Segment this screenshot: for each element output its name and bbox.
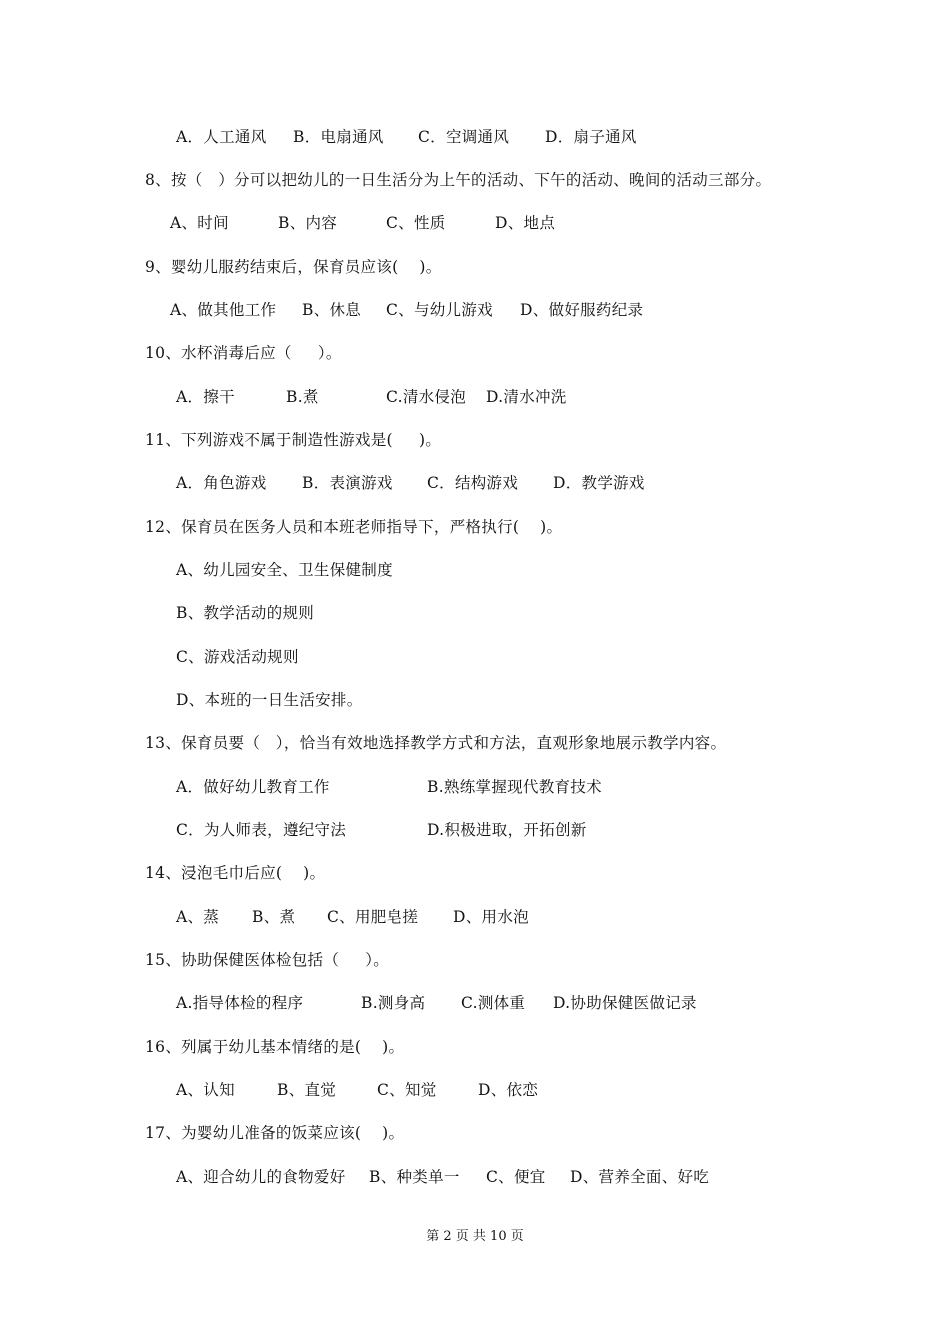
- q13-option-c: C．为人师表，遵纪守法: [176, 821, 347, 839]
- q17-option-c: C、便宜: [486, 1168, 546, 1186]
- q12-option-c: C、游戏活动规则: [176, 648, 299, 666]
- q12-option-a: A、幼儿园安全、卫生保健制度: [176, 561, 393, 579]
- question-9: 9、婴幼儿服药结束后，保育员应该( )。: [145, 258, 442, 276]
- q16-option-b: B、直觉: [277, 1081, 337, 1099]
- page-number-footer: 第 2 页 共 10 页: [426, 1229, 524, 1244]
- q8-option-c: C、性质: [386, 214, 446, 232]
- q13-option-d: D.积极进取，开拓创新: [427, 821, 587, 839]
- q15-option-c: C.测体重: [461, 994, 526, 1012]
- q12-option-b: B、教学活动的规则: [176, 604, 315, 622]
- q14-option-a: A、蒸: [176, 908, 220, 926]
- q16-option-d: D、依恋: [478, 1081, 539, 1099]
- q10-option-b: B.煮: [286, 388, 319, 406]
- q7-option-d: D．扇子通风: [545, 128, 637, 146]
- q15-option-b: B.测身高: [361, 994, 426, 1012]
- q15-option-d: D.协助保健医做记录: [553, 994, 697, 1012]
- q11-option-a: A．角色游戏: [176, 474, 267, 492]
- q8-option-d: D、地点: [495, 214, 556, 232]
- q9-option-a: A、做其他工作: [170, 301, 277, 319]
- q12-option-d: D、本班的一日生活安排。: [176, 691, 363, 709]
- q15-option-a: A.指导体检的程序: [176, 994, 304, 1012]
- q17-option-a: A、迎合幼儿的食物爱好: [176, 1168, 346, 1186]
- q11-option-d: D．教学游戏: [553, 474, 645, 492]
- q9-option-d: D、做好服药纪录: [520, 301, 644, 319]
- q10-option-c: C.清水侵泡: [386, 388, 467, 406]
- q7-option-a: A．人工通风: [176, 128, 267, 146]
- q7-option-b: B．电扇通风: [293, 128, 384, 146]
- q7-option-c: C．空调通风: [418, 128, 510, 146]
- q16-option-a: A、认知: [176, 1081, 235, 1099]
- q17-option-d: D、营养全面、好吃: [570, 1168, 710, 1186]
- q14-option-c: C、用肥皂搓: [327, 908, 419, 926]
- question-16: 16、列属于幼儿基本情绪的是( )。: [145, 1038, 405, 1056]
- question-15: 15、协助保健医体检包括（ ）。: [145, 951, 390, 969]
- q17-option-b: B、种类单一: [369, 1168, 460, 1186]
- q13-option-b: B.熟练掌握现代教育技术: [427, 778, 602, 796]
- question-14: 14、浸泡毛巾后应( )。: [145, 864, 326, 882]
- q8-option-a: A、时间: [170, 214, 229, 232]
- q9-option-c: C、与幼儿游戏: [386, 301, 493, 319]
- q13-option-a: A．做好幼儿教育工作: [176, 778, 330, 796]
- q8-option-b: B、内容: [278, 214, 338, 232]
- q10-option-d: D.清水冲洗: [486, 388, 567, 406]
- question-10: 10、水杯消毒后应（ ）。: [145, 344, 342, 362]
- q16-option-c: C、知觉: [377, 1081, 437, 1099]
- q14-option-d: D、用水泡: [453, 908, 529, 926]
- q11-option-b: B．表演游戏: [302, 474, 393, 492]
- q11-option-c: C．结构游戏: [427, 474, 519, 492]
- question-11: 11、下列游戏不属于制造性游戏是( )。: [145, 431, 442, 449]
- q14-option-b: B、煮: [252, 908, 296, 926]
- q10-option-a: A．擦干: [176, 388, 235, 406]
- q9-option-b: B、休息: [302, 301, 362, 319]
- question-12: 12、保育员在医务人员和本班老师指导下，严格执行( )。: [145, 518, 563, 536]
- question-8: 8、按（ ）分可以把幼儿的一日生活分为上午的活动、下午的活动、晚间的活动三部分。: [145, 171, 772, 189]
- question-13: 13、保育员要（ ），恰当有效地选择教学方式和方法，直观形象地展示教学内容。: [145, 734, 727, 752]
- question-17: 17、为婴幼儿准备的饭菜应该( )。: [145, 1124, 405, 1142]
